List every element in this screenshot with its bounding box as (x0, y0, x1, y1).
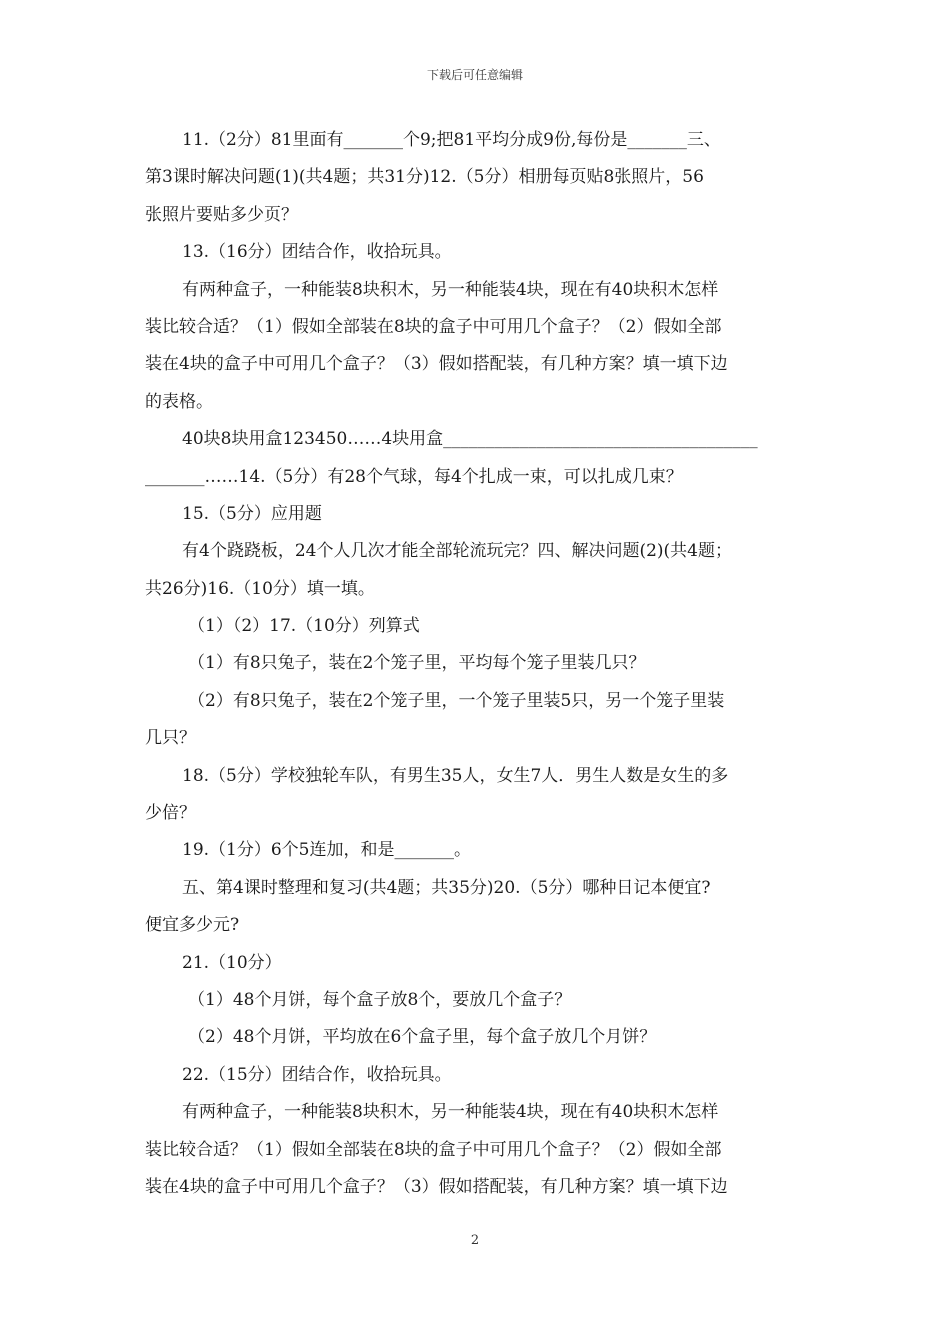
page-number: 2 (470, 1233, 480, 1248)
text-line: 便宜多少元? (145, 915, 240, 936)
text-line: 13.（16分）团结合作，收拾玩具。 (182, 242, 452, 263)
text-line: 有4个跷跷板，24个人几次才能全部轮流玩完？四、解决问题(2)(共4题； (182, 541, 732, 562)
document-body (145, 122, 805, 1206)
text-line: （1）有8只兔子，装在2个笼子里，平均每个笼子里装几只？ (188, 653, 646, 674)
text-line: 少倍？ (145, 803, 196, 824)
text-line: （1）（2）17.（10分）列算式 (188, 616, 420, 637)
text-line: 装比较合适？（1）假如全部装在8块的盒子中可用几个盒子？（2）假如全部 (145, 316, 722, 337)
text-line: 装在4块的盒子中可用几个盒子？（3）假如搭配装，有几种方案？填一填下边 (145, 1176, 728, 1197)
text-line: 有两种盒子，一种能装8块积木，另一种能装4块，现在有40块积木怎样 (182, 279, 719, 300)
text-line: 装比较合适？（1）假如全部装在8块的盒子中可用几个盒子？（2）假如全部 (145, 1139, 722, 1160)
text-line: 几只？ (145, 728, 196, 749)
text-line: 共26分)16.（10分）填一填。 (145, 578, 375, 599)
text-line: 有两种盒子，一种能装8块积木，另一种能装4块，现在有40块积木怎样 (182, 1102, 719, 1123)
text-line: 40块8块用盒123450……4块用盒_____________________________________ (182, 429, 758, 450)
text-line: 22.（15分）团结合作，收拾玩具。 (182, 1064, 452, 1085)
text-line: 张照片要贴多少页？ (145, 204, 298, 225)
text-line: 19.（1分）6个5连加，和是_______。 (182, 840, 471, 861)
page-header: 下载后可任意编辑 (426, 68, 523, 82)
text-line: 的表格。 (145, 391, 213, 412)
text-line: 第3课时解决问题(1)(共4题；共31分)12.（5分）相册每页贴8张照片，56 (145, 167, 704, 188)
text-line: （1）48个月饼，每个盒子放8个，要放几个盒子？ (188, 989, 572, 1010)
text-line: （2）48个月饼，平均放在6个盒子里，每个盒子放几个月饼？ (188, 1027, 657, 1048)
text-line: 21.（10分） (182, 952, 282, 973)
text-line: 18.（5分）学校独轮车队，有男生35人，女生7人．男生人数是女生的多 (182, 765, 729, 786)
text-line: 装在4块的盒子中可用几个盒子？（3）假如搭配装，有几种方案？填一填下边 (145, 354, 728, 375)
text-line: _______……14.（5分）有28个气球，每4个扎成一束，可以扎成几束？ (145, 466, 683, 487)
text-line: 五、第4课时整理和复习(共4题；共35分)20.（5分）哪种日记本便宜? (182, 877, 711, 898)
text-line: （2）有8只兔子，装在2个笼子里，一个笼子里装5只，另一个笼子里装 (188, 690, 725, 711)
text-line: 11.（2分）81里面有_______个9;把81平均分成9份,每份是_______三、 (182, 130, 721, 150)
text-line: 15.（5分）应用题 (182, 503, 322, 524)
